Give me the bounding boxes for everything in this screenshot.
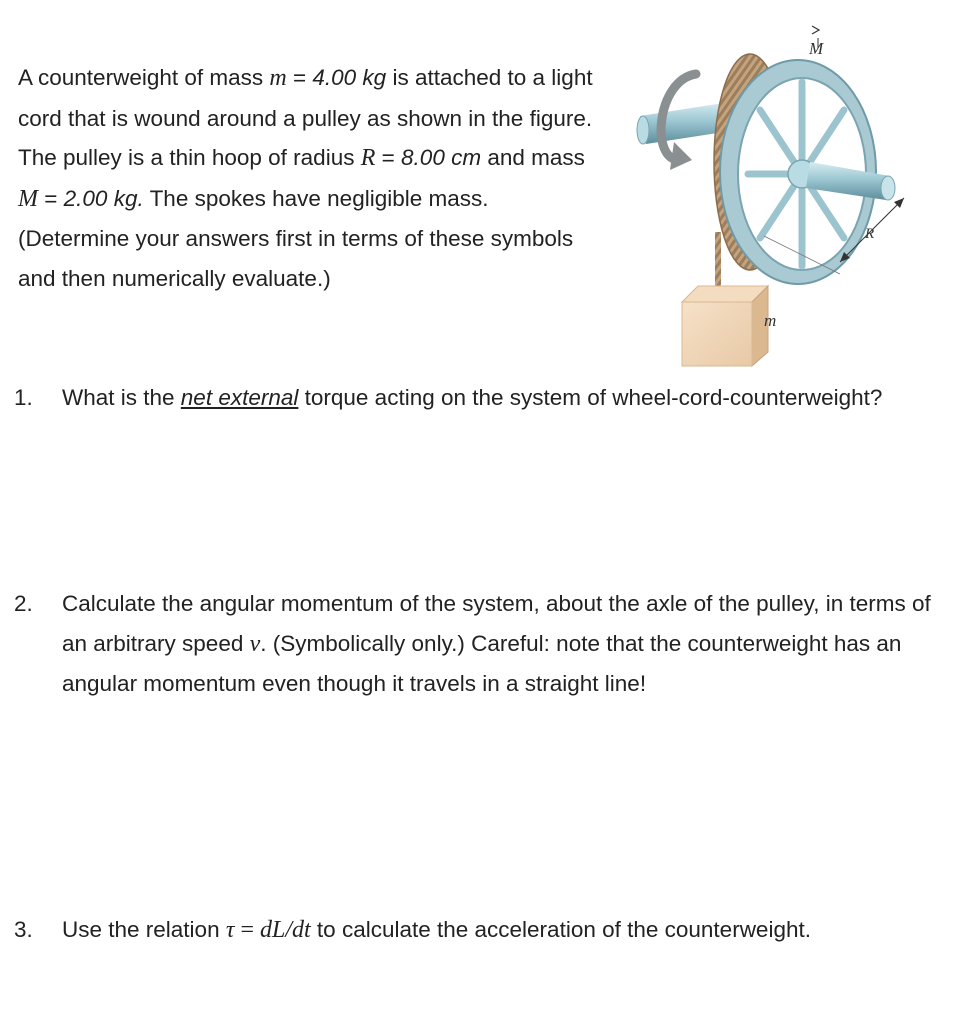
- equals-sign: =: [375, 145, 402, 171]
- torque-symbol: τ: [225, 917, 235, 943]
- question-text: [62, 910, 954, 951]
- q1-text-post: torque acting on the system of wheel-cord-counterweight?: [298, 385, 883, 410]
- question-text: [62, 378, 954, 418]
- question-1: [14, 378, 954, 418]
- q2-text-pre: Calculate the angular momentum of the system, about the axle of the pulley, in terms of an arbitrary speed: [62, 591, 931, 656]
- q3-text-post: to calculate the acceleration of the counterweight.: [310, 917, 811, 942]
- radius-value: 8.00 cm: [401, 145, 482, 171]
- q1-emphasis: net external: [180, 385, 299, 410]
- speed-symbol: v: [249, 630, 261, 657]
- mass-m-value: 4.00 kg: [312, 65, 387, 90]
- counterweight-block: [682, 286, 768, 366]
- radius-symbol: R: [360, 145, 376, 172]
- intro-text-3: and mass: [481, 145, 585, 171]
- mass-M-value: 2.00 kg.: [63, 185, 144, 211]
- question-number: 3.: [14, 917, 33, 942]
- derivative-relation: dL/dt: [259, 917, 311, 943]
- equals-sign: =: [234, 917, 260, 943]
- question-2: [14, 584, 954, 704]
- q3-text-pre: Use the relation: [62, 917, 226, 942]
- problem-statement: [18, 58, 603, 299]
- intro-text-4: The spokes have negligible mass. (Determine your answers first in terms of these symbols and then numerically evaluate.): [18, 185, 574, 291]
- q2-text-post: . (Symbolically only.) Careful: note that the counterweight has an angular momentum even though it travels in a straight line!: [62, 630, 902, 697]
- equals-sign: =: [286, 65, 313, 90]
- label-M: M: [809, 39, 824, 58]
- question-number: 1.: [14, 385, 33, 410]
- pulley-hoop: [714, 54, 876, 284]
- q1-text-pre: What is the: [62, 385, 181, 410]
- mass-M-symbol: M: [18, 185, 38, 212]
- intro-text-2: is attached to a light cord that is wound around a pulley as shown in the figure. The pulley is a thin hoop of radius: [18, 65, 593, 171]
- label-m: m: [764, 311, 777, 330]
- question-text: [62, 584, 954, 704]
- mass-m-symbol: m: [269, 65, 287, 91]
- equals-sign: =: [38, 185, 64, 211]
- question-3: [14, 910, 954, 951]
- pulley-figure: [600, 12, 930, 372]
- question-number: 2.: [14, 591, 33, 616]
- intro-text-1: A counterweight of mass: [18, 65, 270, 90]
- label-R: R: [865, 226, 875, 242]
